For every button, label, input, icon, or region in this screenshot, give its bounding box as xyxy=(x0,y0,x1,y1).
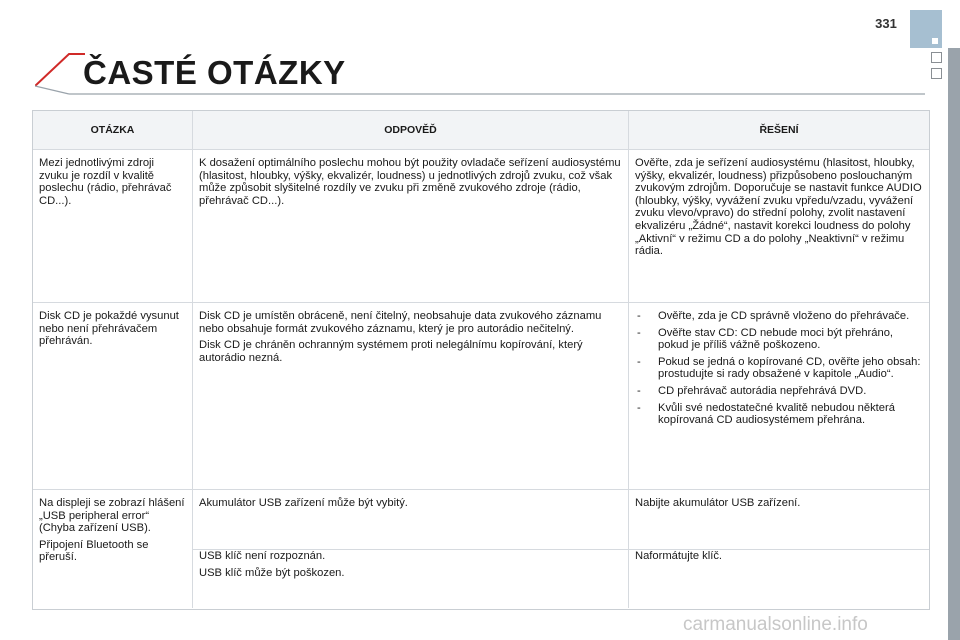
answer-cell xyxy=(193,490,629,608)
question-paragraph: Připojení Bluetooth se přeruší. xyxy=(39,538,149,564)
answer-paragraph: USB klíč může být poškozen. xyxy=(199,566,345,579)
answer-cell xyxy=(193,303,629,489)
header-answer: ODPOVĚĎ xyxy=(193,111,629,149)
list-item: - Ověřte, zda je CD správně vloženo do přehrávače. xyxy=(635,310,923,323)
list-item: - CD přehrávač autorádia nepřehrává DVD. xyxy=(635,385,923,398)
header-solution: ŘEŠENÍ xyxy=(759,123,799,136)
sub-cell: Akumulátor USB zařízení může být vybitý. xyxy=(193,490,628,550)
sub-cell: Nabijte akumulátor USB zařízení. xyxy=(629,490,929,550)
table-row xyxy=(33,490,929,608)
sub-cell: Naformátujte klíč. xyxy=(635,550,723,562)
solution-cell xyxy=(629,490,929,608)
header-question: OTÁZKA xyxy=(33,111,193,149)
sub-cell xyxy=(193,543,628,608)
faq-table xyxy=(32,110,930,610)
page-number: 331 xyxy=(875,16,897,31)
side-rail xyxy=(948,48,960,640)
page-title: ČASTÉ OTÁZKY xyxy=(83,54,346,91)
checkbox-icon xyxy=(931,68,942,79)
table-header xyxy=(33,111,929,150)
question-cell: Disk CD je pokaždé vysunut nebo není přehrávačem přehráván. xyxy=(33,303,193,489)
answer-cell: K dosažení optimálního poslechu mohou být použity ovladače seřízení audiosystému (hlasitost, hloubky, výšky, ekvalizér, loudness) u jednotlivých zdrojů zvuku, což však může způsobit slyšitelné rozdíly ve zvuku při změně zvukového zdroje (rádio, přehrávač CD...). xyxy=(193,150,629,302)
list-item: - Pokud se jedná o kopírované CD, ověřte jeho obsah: prostudujte si rady obsažené v kapitole „Audio“. xyxy=(635,356,923,381)
solution-cell: Ověřte, zda je seřízení audiosystému (hlasitost, hloubky, výšky, ekvalizér, loudness) přizpůsobeno poslouchaným zvukovým zdrojům. Doporučuje se nastavit funkce AUDIO (hloubky, výšky, vyvážení zvuku vpředu/vzadu, vyvážení zvuku vlevo/vpravo) do střední polohy, zvolit nastavení ekvalizéru „Žádné“, nastavit korekci loudness do polohy „Aktivní“ v režimu CD a do polohy „Neaktivní“ v režimu rádia. xyxy=(635,157,922,258)
answer-paragraph: Disk CD je chráněn ochranným systémem proti nelegálnímu kopírování, který autorádio nezná. xyxy=(199,339,583,364)
answer-paragraph: USB klíč není rozpoznán. xyxy=(199,550,326,562)
question-cell: Mezi jednotlivými zdroji zvuku je rozdíl v kvalitě poslechu (rádio, přehrávač CD...). xyxy=(33,150,193,302)
solution-list xyxy=(635,310,923,427)
list-item: - Kvůli své nedostatečné kvalitě nebudou některá kopírovaná CD audiosystémem přehrána. xyxy=(635,402,923,427)
chapter-tab xyxy=(910,10,942,48)
answer-paragraph: Disk CD je umístěn obráceně, není čitelný, neobsahuje data zvukového záznamu nebo obsahuje formát zvukového záznamu, který je pro autorádio nečitelný. xyxy=(199,310,602,335)
table-row xyxy=(33,303,929,490)
question-paragraph: Na displeji se zobrazí hlášení „USB peripheral error“ (Chyba zařízení USB). xyxy=(39,497,185,535)
solution-cell xyxy=(629,303,929,489)
title-bar xyxy=(35,44,925,104)
list-item: - Ověřte stav CD: CD nebude moci být přehráno, pokud je příliš vážně poškozeno. xyxy=(635,327,923,352)
question-cell xyxy=(33,490,193,608)
table-row xyxy=(33,150,929,303)
checkbox-icon xyxy=(931,52,942,63)
watermark: carmanualsonline.info xyxy=(683,614,868,635)
